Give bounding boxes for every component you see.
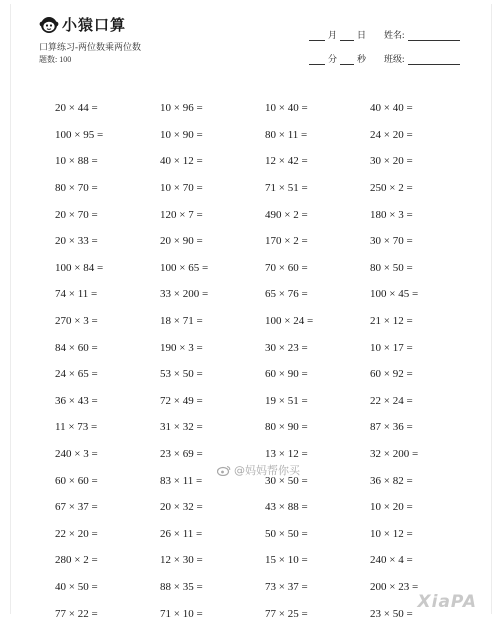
problem-item: 100 × 95 = [55,128,104,141]
problem-item: 80 × 90 = [265,421,308,434]
problem-item: 250 × 2 = [370,182,413,195]
problem-item: 15 × 10 = [265,554,308,567]
date-field [309,28,369,41]
problem-item: 60 × 60 = [55,474,98,487]
problem-item: 10 × 70 = [160,182,203,195]
problem-item: 67 × 37 = [55,501,98,514]
problem-item: 190 × 3 = [160,341,203,354]
problem-row [55,175,475,202]
second-blank[interactable] [340,55,354,65]
problem-row [55,201,475,228]
problem-item: 180 × 3 = [370,208,413,221]
watermark-text: @妈妈帮你买 [234,464,300,477]
problem-item: 200 × 23 = [370,580,419,593]
class-field [384,52,460,65]
problem-item: 280 × 2 = [55,554,98,567]
problem-item: 71 × 10 = [160,607,203,620]
problem-row [55,228,475,255]
problem-item: 100 × 45 = [370,288,419,301]
problem-item: 80 × 50 = [370,261,413,274]
problem-item: 74 × 11 = [55,288,98,301]
problem-item: 40 × 40 = [370,102,413,115]
month-label: 月 [328,30,338,40]
problem-item: 22 × 20 = [55,527,98,540]
problem-item: 20 × 32 = [160,501,203,514]
problem-item: 10 × 40 = [265,102,308,115]
problem-item: 70 × 60 = [265,261,308,274]
problem-row [55,547,475,574]
name-label: 姓名: [384,30,405,40]
problem-item: 240 × 4 = [370,554,413,567]
problem-row [55,334,475,361]
minute-label: 分 [328,54,338,64]
problem-item: 10 × 88 = [55,155,98,168]
problem-item: 20 × 70 = [55,208,98,221]
problem-item: 36 × 82 = [370,474,413,487]
problem-row [55,122,475,149]
count-label: 题数: [39,55,58,64]
monkey-icon [39,15,59,35]
problem-item: 10 × 90 = [160,128,203,141]
brand-logo [39,14,126,35]
problem-item: 10 × 12 = [370,527,413,540]
problem-item: 30 × 70 = [370,235,413,248]
problem-item: 20 × 90 = [160,235,203,248]
problem-item: 18 × 71 = [160,315,203,328]
problem-item: 73 × 37 = [265,580,308,593]
class-label: 班级: [384,54,405,64]
problem-item: 22 × 24 = [370,394,413,407]
problem-item: 20 × 44 = [55,102,98,115]
problem-row [55,388,475,415]
problem-row [55,281,475,308]
problem-item: 50 × 50 = [265,527,308,540]
problem-row [55,521,475,548]
problem-item: 21 × 12 = [370,315,413,328]
problem-item: 10 × 20 = [370,501,413,514]
problem-item: 26 × 11 = [160,527,203,540]
second-label: 秒 [357,54,367,64]
problem-item: 77 × 25 = [265,607,308,620]
minute-blank[interactable] [309,55,325,65]
problem-item: 11 × 73 = [55,421,98,434]
problem-row [55,361,475,388]
problem-item: 36 × 43 = [55,394,98,407]
day-blank[interactable] [340,31,354,41]
worksheet [10,4,492,620]
problem-item: 84 × 60 = [55,341,98,354]
problem-item: 12 × 42 = [265,155,308,168]
problem-item: 80 × 11 = [265,128,308,141]
problem-item: 170 × 2 = [265,235,308,248]
problem-item: 80 × 70 = [55,182,98,195]
name-field [384,28,460,41]
corner-watermark: XiaPA [417,592,477,612]
problem-item: 40 × 50 = [55,580,98,593]
class-blank[interactable] [408,55,460,65]
problem-item: 32 × 200 = [370,448,419,461]
problem-item: 24 × 20 = [370,128,413,141]
month-blank[interactable] [309,31,325,41]
problem-item: 20 × 33 = [55,235,98,248]
problem-item: 19 × 51 = [265,394,308,407]
problem-item: 13 × 12 = [265,448,308,461]
worksheet-header [39,12,479,72]
day-label: 日 [357,30,367,40]
problem-item: 30 × 20 = [370,155,413,168]
problem-item: 100 × 24 = [265,315,314,328]
worksheet-subtitle: 口算练习-两位数乘两位数 [39,42,141,52]
problem-item: 100 × 65 = [160,261,209,274]
problem-item: 100 × 84 = [55,261,104,274]
problem-item: 31 × 32 = [160,421,203,434]
problem-item: 71 × 51 = [265,182,308,195]
problem-item: 23 × 69 = [160,448,203,461]
count-value: 100 [59,55,72,64]
problem-item: 60 × 90 = [265,368,308,381]
problem-item: 77 × 22 = [55,607,98,620]
problem-item: 10 × 17 = [370,341,413,354]
problem-item: 23 × 50 = [370,607,413,620]
problem-row [55,255,475,282]
problem-item: 33 × 200 = [160,288,209,301]
problem-item: 120 × 7 = [160,208,203,221]
name-blank[interactable] [408,31,460,41]
weibo-icon [217,465,231,476]
problem-item: 60 × 92 = [370,368,413,381]
problem-item: 83 × 11 = [160,474,203,487]
problem-grid [55,95,475,627]
problem-item: 30 × 50 = [265,474,308,487]
time-field [309,52,369,65]
problem-row [55,414,475,441]
problem-item: 65 × 76 = [265,288,308,301]
problem-row [55,95,475,122]
problem-row [55,148,475,175]
problem-item: 40 × 12 = [160,155,203,168]
problem-item: 72 × 49 = [160,394,203,407]
problem-item: 24 × 65 = [55,368,98,381]
problem-item: 30 × 23 = [265,341,308,354]
problem-item: 12 × 30 = [160,554,203,567]
problem-item: 10 × 96 = [160,102,203,115]
problem-item: 53 × 50 = [160,368,203,381]
problem-item: 88 × 35 = [160,580,203,593]
problem-row [55,574,475,601]
problem-count [39,54,71,65]
problem-item: 240 × 3 = [55,448,98,461]
problem-row [55,494,475,521]
problem-item: 87 × 36 = [370,421,413,434]
problem-row [55,308,475,335]
problem-item: 270 × 3 = [55,315,98,328]
problem-item: 43 × 88 = [265,501,308,514]
problem-item: 490 × 2 = [265,208,308,221]
watermark [217,462,300,478]
brand-name: 小猿口算 [62,16,127,34]
